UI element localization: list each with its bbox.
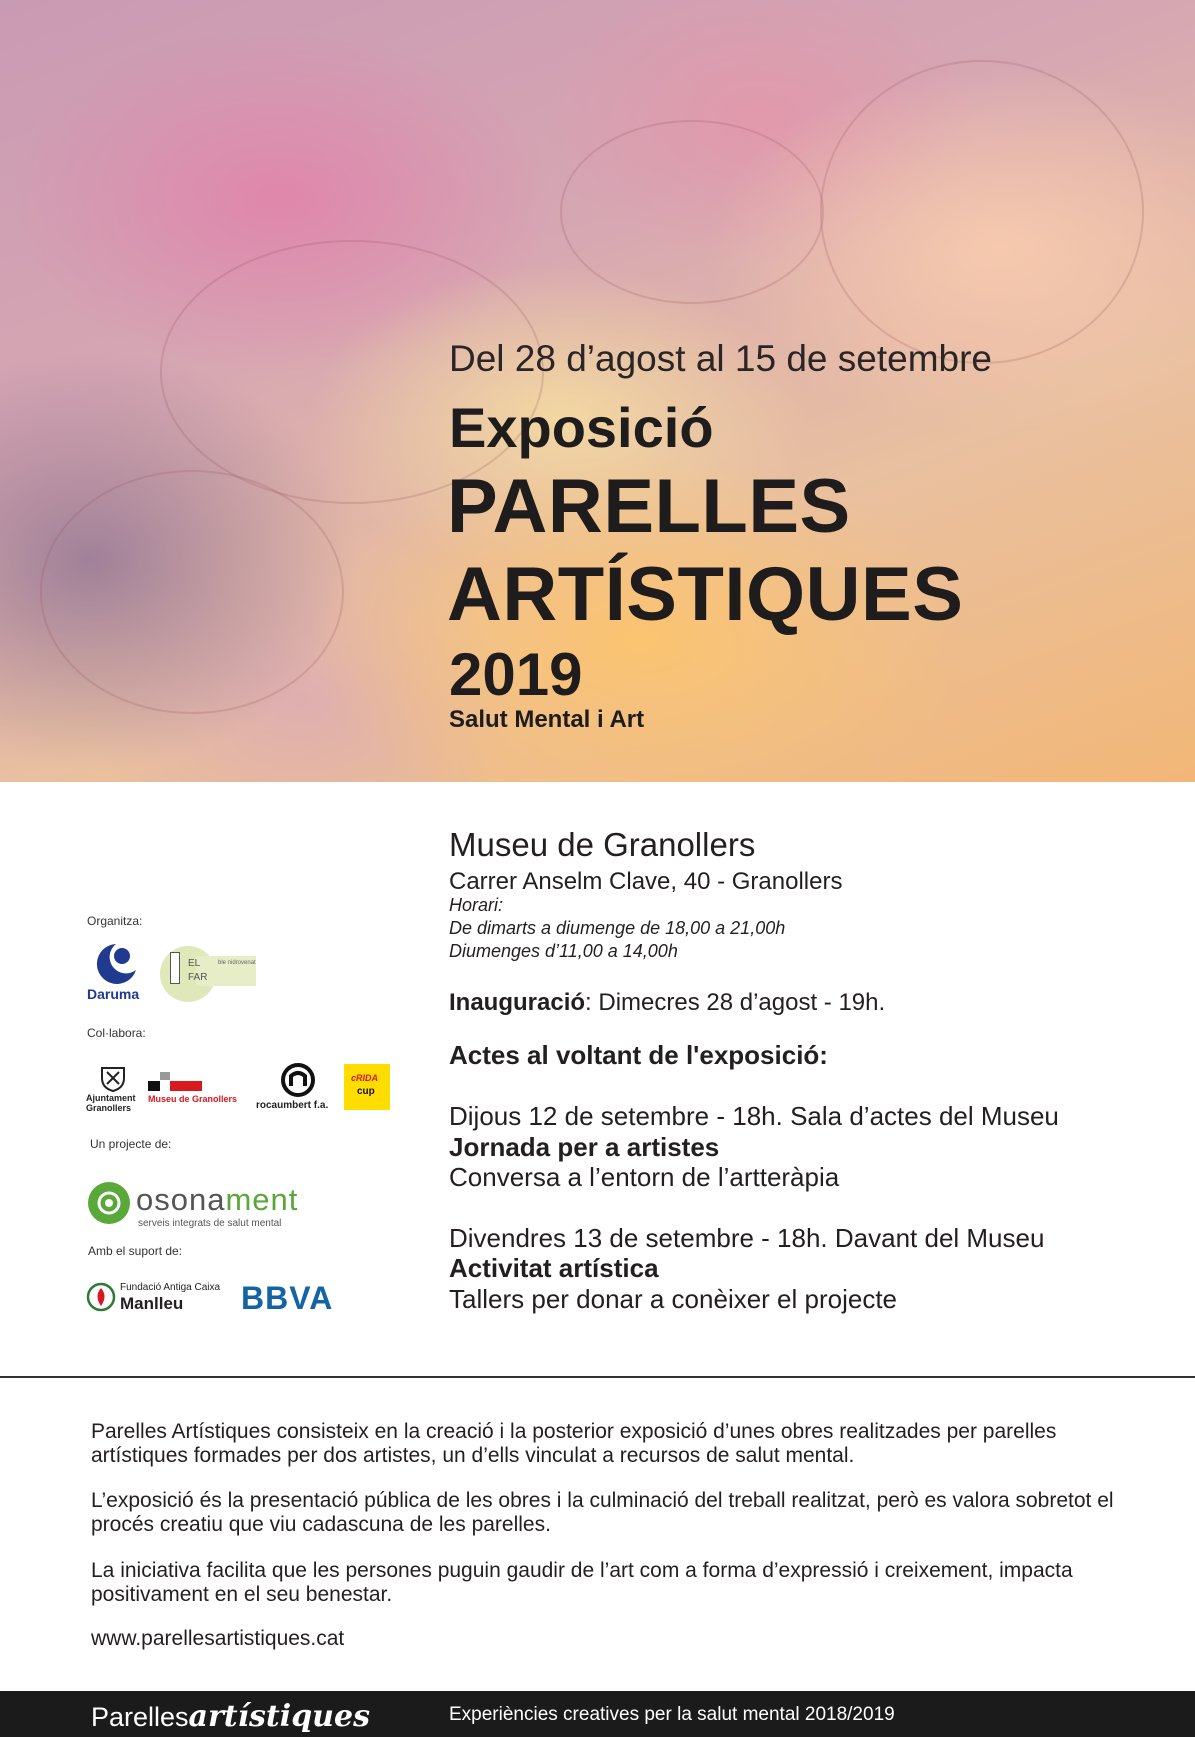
lighthouse-icon — [170, 952, 180, 984]
museu-block-red-2 — [182, 1081, 202, 1091]
inauguration-label: Inauguració — [449, 989, 586, 1016]
horari-label: Horari: — [449, 895, 504, 915]
brand-plain: Parelles — [91, 1702, 189, 1732]
website-url[interactable]: www.parellesartistiques.cat — [91, 1627, 345, 1650]
cup-logo-bottom: cup — [357, 1086, 375, 1097]
exhibition-year: 2019 — [449, 641, 583, 708]
bbva-logo: BBVA — [241, 1280, 334, 1316]
actes-heading: Actes al voltant de l'exposició: — [449, 1040, 828, 1070]
title-line-2: ARTÍSTIQUES — [447, 552, 964, 637]
rocaumbert-text: rocaumbert f.a. — [256, 1100, 329, 1111]
museu-block-red — [170, 1081, 182, 1091]
projecte-label: Un projecte de: — [90, 1137, 172, 1151]
suport-label: Amb el suport de: — [88, 1244, 183, 1258]
inauguration-text: : Dimecres 28 d’agost - 19h. — [585, 989, 886, 1016]
osonament-wordmark — [136, 1182, 298, 1218]
ajuntament-text-2: Granollers — [86, 1103, 132, 1113]
sponsor-logos — [86, 912, 406, 1332]
event-1-title: Jornada per a artistes — [449, 1132, 720, 1162]
event-1-desc: Conversa a l’entorn de l’artteràpia — [449, 1162, 840, 1192]
museu-block-grey — [160, 1072, 170, 1080]
watercolor-stain — [820, 60, 1144, 364]
brand-script: artístiques — [188, 1699, 370, 1734]
about-paragraph-1: Parelles Artístiques consisteix en la creació i la posterior exposició d’unes obres realitzades per parelles artístiques formades per dos artistes, un d’ells vinculat a recursos de salut mental. — [91, 1420, 1057, 1467]
el-far-logo — [160, 946, 256, 1002]
osonament-logo — [86, 1180, 306, 1230]
fundacio-text: Fundació Antiga Caixa — [120, 1282, 221, 1293]
osonament-word-2: ment — [225, 1182, 299, 1217]
event-2-when: Divendres 13 de setembre - 18h. Davant del Museu — [449, 1223, 1045, 1253]
exhibition-subtitle: Salut Mental i Art — [449, 706, 645, 733]
daruma-logo-text: Daruma — [87, 986, 140, 1002]
el-far-text-mid: FAR — [188, 972, 208, 983]
title-line-1: PARELLES — [447, 464, 851, 549]
inauguration-line — [449, 989, 885, 1017]
horari-line-1: De dimarts a diumenge de 18,00 a 21,00h — [449, 918, 786, 938]
daruma-swirl-icon — [86, 940, 146, 988]
event-2-title: Activitat artística — [449, 1253, 659, 1283]
event-2-desc: Tallers per donar a conèixer el projecte — [449, 1284, 898, 1314]
section-divider — [0, 1376, 1195, 1378]
manlleu-text: Manlleu — [120, 1294, 184, 1313]
hero-watercolor-banner — [0, 0, 1195, 782]
about-paragraph-3: La iniciativa facilita que les persones puguin gaudir de l’art com a forma d’expressió i creixement, impacta positivament en el seu benestar. — [91, 1559, 1073, 1606]
rocaumbert-logo — [256, 1062, 340, 1118]
about-paragraph-2: L’exposició és la presentació pública de les obres i la culminació del treball realitzat, però es valora sobretot el procés creatiu que viu cadascuna de les parelles. — [91, 1489, 1114, 1536]
footer-tagline: Experiències creatives per la salut mental 2018/2019 — [449, 1704, 895, 1725]
footer-brand — [91, 1699, 370, 1734]
exhibition-dates: Del 28 d’agost al 15 de setembre — [449, 338, 993, 379]
osonament-word-1: osona — [136, 1182, 226, 1217]
coat-of-arms-icon — [98, 1062, 128, 1092]
fundacio-manlleu-logo — [86, 1282, 226, 1322]
el-far-side-text: ble nidrovenat — [218, 960, 256, 966]
osonament-flower-icon — [86, 1180, 132, 1226]
watercolor-stain — [40, 470, 344, 714]
organitza-label: Organitza: — [87, 914, 143, 928]
ajuntament-granollers-logo — [86, 1062, 142, 1118]
watercolor-stain — [560, 120, 824, 304]
exhibition-kicker: Exposició — [449, 396, 714, 459]
museu-block-black — [148, 1081, 160, 1091]
cup-logo-top: cRIDA — [351, 1073, 379, 1083]
rocaumbert-circle-icon — [280, 1062, 316, 1098]
event-1-when: Dijous 12 de setembre - 18h. Sala d’actes del Museu — [449, 1101, 1059, 1131]
museu-logo-text: Museu de Granollers — [148, 1094, 238, 1104]
horari-line-2: Diumenges d’11,00 a 14,00h — [449, 941, 678, 961]
venue-name: Museu de Granollers — [449, 826, 756, 863]
ajuntament-text-1: Ajuntament — [86, 1093, 136, 1103]
museu-granollers-logo — [148, 1072, 248, 1108]
el-far-text-top: EL — [188, 958, 201, 969]
fundacio-leaf-icon — [86, 1282, 116, 1312]
venue-address: Carrer Anselm Clave, 40 - Granollers — [449, 868, 843, 895]
osonament-tagline: serveis integrats de salut mental — [138, 1218, 282, 1229]
footer-bar — [0, 1691, 1195, 1737]
cup-logo — [344, 1064, 390, 1110]
daruma-logo — [86, 940, 146, 1004]
collabora-label: Col·labora: — [87, 1026, 146, 1040]
